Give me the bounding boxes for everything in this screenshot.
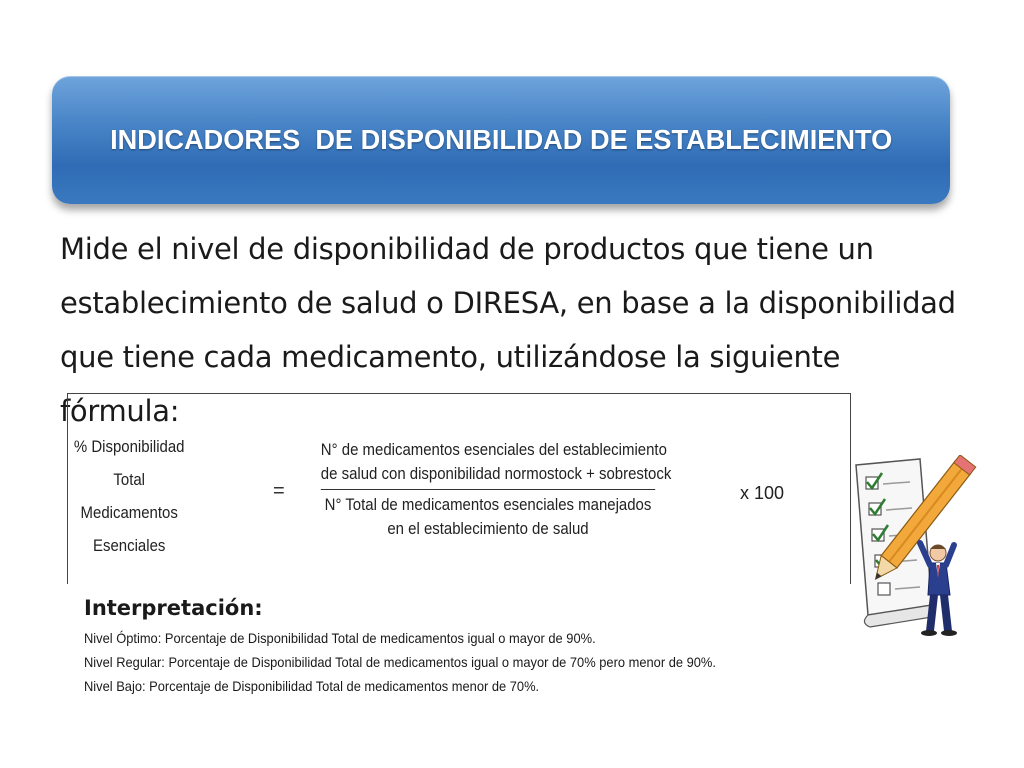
page-title: INDICADORES DE DISPONIBILIDAD DE ESTABLECIMIENTO: [109, 124, 893, 155]
formula-numerator: [320, 438, 672, 490]
description-line: Mide el nivel de disponibilidad de productos que tiene un: [60, 232, 874, 266]
formula-lhs-line: Esenciales: [93, 536, 166, 555]
interpretation-section: [84, 596, 884, 698]
interpretation-level-optimo: Nivel Óptimo: Porcentaje de Disponibilidad Total de medicamentos igual o mayor de 90%.: [84, 630, 596, 646]
formula-box: [67, 393, 851, 584]
description-line: que tiene cada medicamento, utilizándose la siguiente fórmula:: [60, 340, 841, 428]
numerator-line: de salud con disponibilidad normostock + sobrestock: [320, 464, 672, 483]
title-banner: [52, 76, 950, 204]
formula-multiplier: x 100: [740, 483, 785, 503]
numerator-line: N° de medicamentos esenciales del establecimiento: [320, 440, 667, 459]
interpretation-level-regular: Nivel Regular: Porcentaje de Disponibilidad Total de medicamentos igual o mayor de 70% pero menor de 90%.: [84, 654, 716, 670]
formula-denominator: [321, 490, 655, 541]
description-line: establecimiento de salud o DIRESA, en base a la disponibilidad: [60, 286, 956, 320]
formula-lhs-line: Medicamentos: [80, 503, 178, 522]
denominator-line: en el establecimiento de salud: [387, 519, 589, 538]
checklist-pencil-person-icon: [850, 455, 980, 645]
formula-lhs-line: Total: [113, 470, 145, 489]
formula-lhs-line: % Disponibilidad: [73, 437, 185, 456]
denominator-line: N° Total de medicamentos esenciales manejados: [324, 495, 652, 514]
formula-fraction: [298, 438, 678, 541]
interpretation-level-bajo: Nivel Bajo: Porcentaje de Disponibilidad Total de medicamentos menor de 70%.: [84, 678, 540, 694]
formula-equals: =: [273, 480, 285, 502]
interpretation-title: Interpretación:: [84, 596, 263, 620]
formula-lhs: [72, 430, 186, 562]
